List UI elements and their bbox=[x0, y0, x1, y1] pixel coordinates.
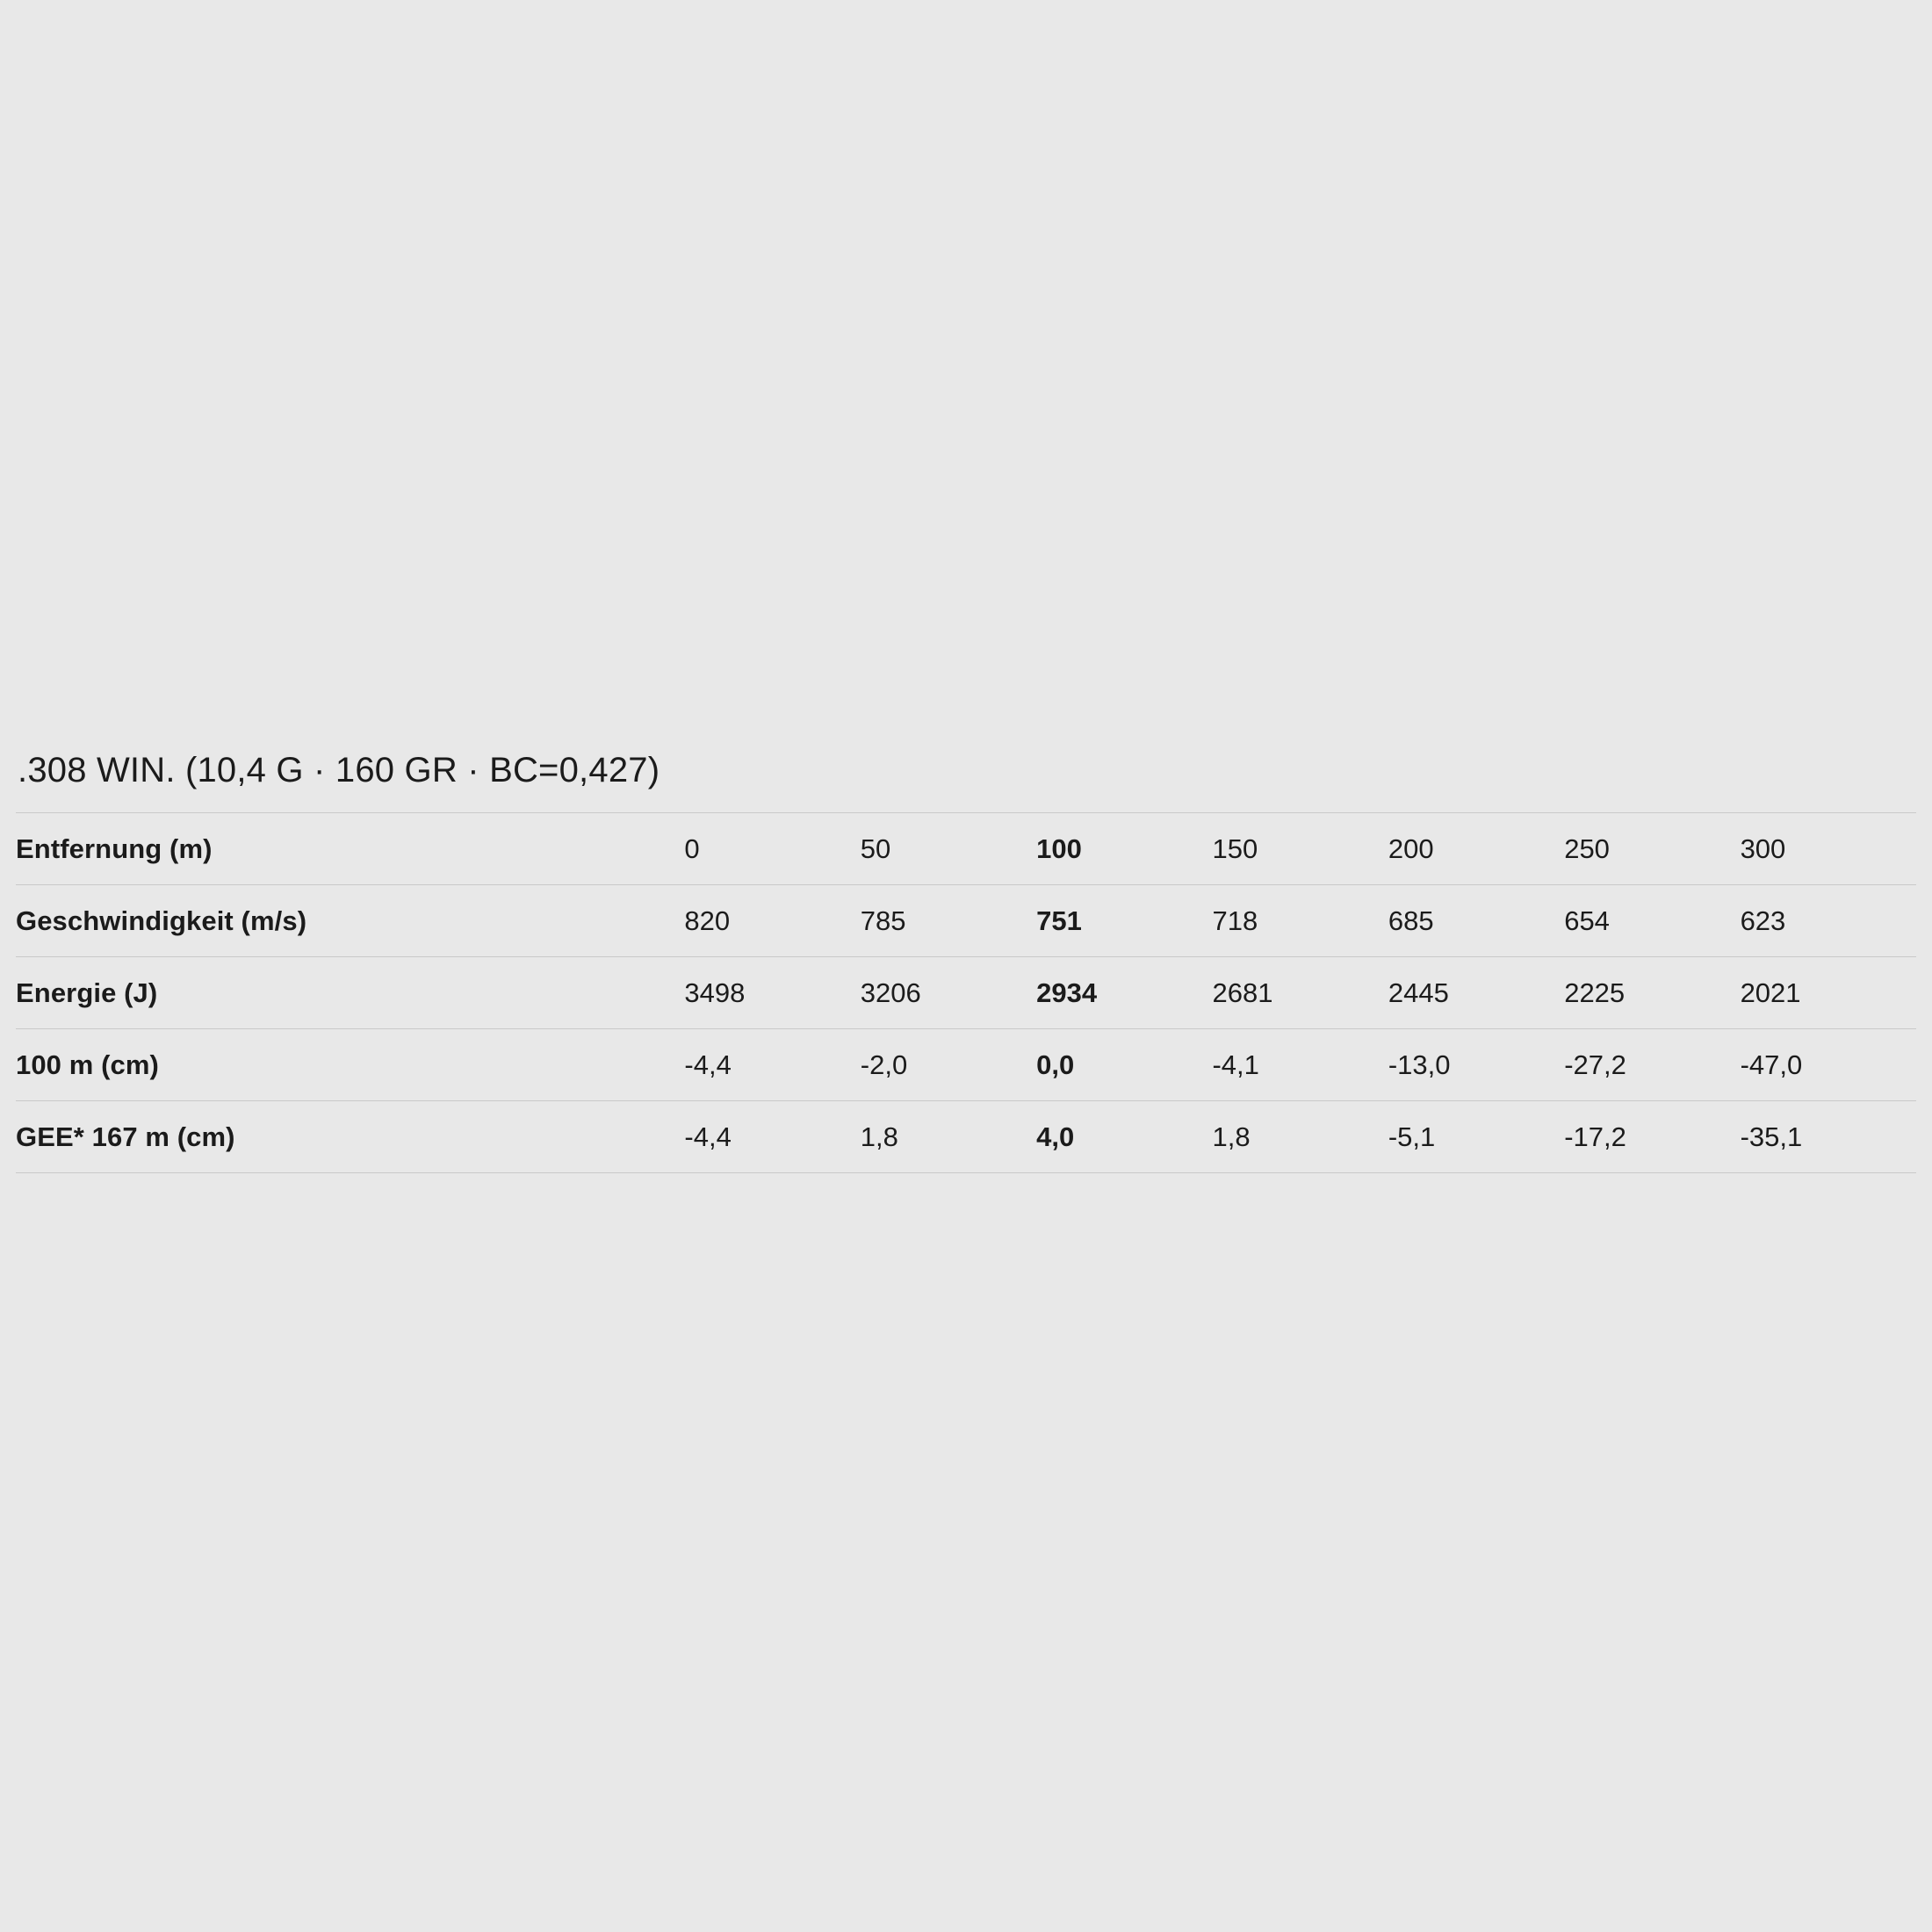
row-label: Geschwindigkeit (m/s) bbox=[16, 905, 307, 936]
cell-value: 654 bbox=[1564, 905, 1610, 936]
row-label: Entfernung (m) bbox=[16, 833, 213, 864]
cell-value: 1,8 bbox=[860, 1121, 898, 1152]
cell-value-highlight: 4,0 bbox=[1036, 1121, 1075, 1152]
cell-value-highlight: 0,0 bbox=[1036, 1049, 1075, 1080]
cell-value: 3498 bbox=[684, 977, 746, 1008]
cell-value: 2021 bbox=[1740, 977, 1801, 1008]
table-row bbox=[16, 957, 1916, 1029]
cell-value: 50 bbox=[860, 833, 891, 864]
ballistics-block bbox=[16, 751, 1916, 1173]
page-title: .308 WIN. (10,4 G · 160 GR · BC=0,427) bbox=[18, 751, 660, 789]
cell-value: -5,1 bbox=[1388, 1121, 1436, 1152]
cell-value: -27,2 bbox=[1564, 1049, 1626, 1080]
table-row bbox=[16, 885, 1916, 957]
cell-value: 785 bbox=[860, 905, 906, 936]
cell-value: 0 bbox=[684, 833, 700, 864]
cell-value-highlight: 100 bbox=[1036, 833, 1082, 864]
table-row bbox=[16, 813, 1916, 885]
cell-value-highlight: 751 bbox=[1036, 905, 1082, 936]
cell-value: -47,0 bbox=[1740, 1049, 1803, 1080]
table-row bbox=[16, 1029, 1916, 1101]
cell-value: -2,0 bbox=[860, 1049, 908, 1080]
cell-value: 1,8 bbox=[1212, 1121, 1251, 1152]
cell-value: 200 bbox=[1388, 833, 1434, 864]
cell-value: 820 bbox=[684, 905, 731, 936]
cell-value: 2445 bbox=[1388, 977, 1449, 1008]
cell-value: -17,2 bbox=[1564, 1121, 1626, 1152]
cell-value-highlight: 2934 bbox=[1036, 977, 1098, 1008]
cell-value: 3206 bbox=[860, 977, 921, 1008]
cell-value: 623 bbox=[1740, 905, 1786, 936]
row-label: GEE* 167 m (cm) bbox=[16, 1121, 235, 1152]
cell-value: -35,1 bbox=[1740, 1121, 1803, 1152]
cell-value: 718 bbox=[1212, 905, 1258, 936]
ballistics-table bbox=[16, 812, 1916, 1173]
row-label: Energie (J) bbox=[16, 977, 158, 1008]
cell-value: 2681 bbox=[1212, 977, 1273, 1008]
cell-value: 685 bbox=[1388, 905, 1434, 936]
cell-value: -4,4 bbox=[684, 1049, 732, 1080]
cell-value: 2225 bbox=[1564, 977, 1626, 1008]
cell-value: 250 bbox=[1564, 833, 1610, 864]
table-row bbox=[16, 1101, 1916, 1173]
cell-value: 300 bbox=[1740, 833, 1786, 864]
cell-value: 150 bbox=[1212, 833, 1258, 864]
cell-value: -4,1 bbox=[1212, 1049, 1259, 1080]
cell-value: -13,0 bbox=[1388, 1049, 1451, 1080]
row-label: 100 m (cm) bbox=[16, 1049, 159, 1080]
cell-value: -4,4 bbox=[684, 1121, 732, 1152]
